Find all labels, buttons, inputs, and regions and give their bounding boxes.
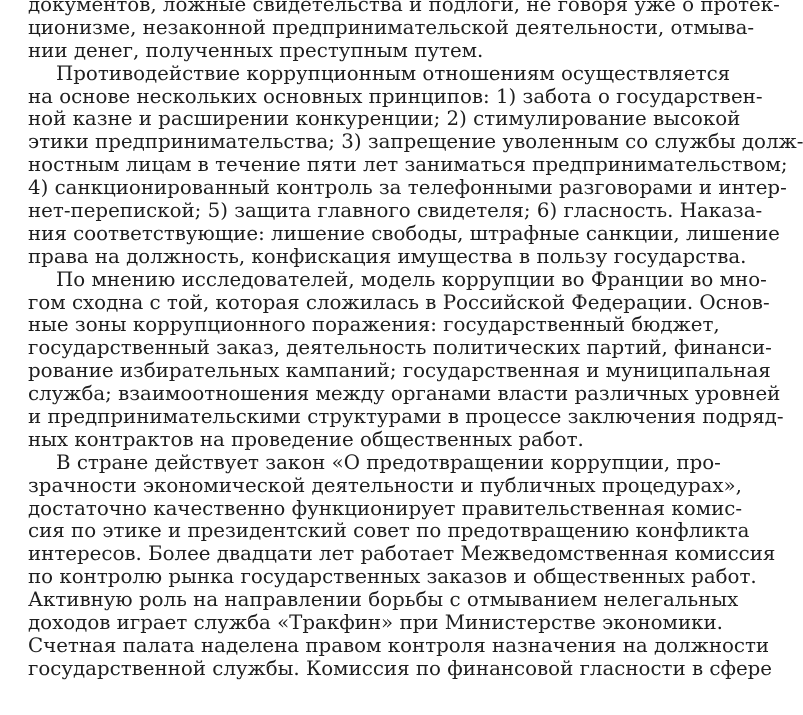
text-line: документов, ложные свидетельства и подлоги, не говоря уже о протек- [28, 0, 780, 16]
paragraph-3 [28, 267, 784, 452]
text-line: и предпринимательскими структурами в процессе заключения подряд- [28, 405, 784, 429]
text-line: доходов играет служба «Тракфин» при Министерстве экономики. [28, 611, 723, 635]
text-line: рование избирательных кампаний; государственная и муниципальная [28, 359, 771, 383]
text-line: достаточно качественно функционирует правительственная комис- [28, 496, 743, 520]
text-line: По мнению исследователей, модель коррупции во Франции во мно- [56, 267, 767, 291]
text-line: Активную роль на направлении борьбы с отмыванием нелегальных [28, 588, 739, 612]
paragraph-1 [28, 0, 780, 63]
text-line: ционизме, незаконной предпринимательской деятельности, отмыва- [28, 15, 755, 39]
text-line: зрачности экономической деятельности и публичных процедурах», [28, 473, 742, 497]
text-line: ной казне и расширении конкуренции; 2) стимулирование высокой [28, 107, 741, 131]
text-line: гом сходна с той, которая сложилась в Российской Федерации. Основ- [28, 290, 770, 314]
paragraph-2 [28, 61, 803, 269]
text-line: этики предпринимательства; 3) запрещение уволенным со службы долж- [28, 130, 803, 154]
text-line: нии денег, полученных преступным путем. [28, 38, 484, 62]
text-line: сия по этике и президентский совет по предотвращению конфликта [28, 519, 750, 543]
text-line: по контролю рынка государственных заказов и общественных работ. [28, 565, 757, 589]
text-line: ные зоны коррупционного поражения: государственный бюджет, [28, 313, 720, 337]
text-line: В стране действует закон «О предотвращении коррупции, про- [56, 450, 721, 474]
text-line: государственный заказ, деятельность политических партий, финанси- [28, 336, 772, 360]
text-line: 4) санкционированный контроль за телефонными разговорами и интер- [28, 176, 787, 200]
text-line: Счетная палата наделена правом контроля назначения на должности [28, 633, 770, 657]
text-line: нет-перепиской; 5) защита главного свидетеля; 6) гласность. Наказа- [28, 199, 763, 223]
paragraph-4 [28, 450, 776, 681]
text-line: ностным лицам в течение пяти лет заниматься предпринимательством; [28, 153, 788, 177]
text-line: ния соответствующие: лишение свободы, штрафные санкции, лишение [28, 221, 780, 245]
text-line: ных контрактов на проведение общественных работ. [28, 427, 584, 451]
text-line: государственной службы. Комиссия по финансовой гласности в сфере [28, 656, 773, 680]
text-line: служба; взаимоотношения между органами власти различных уровней [28, 382, 781, 406]
text-line: Противодействие коррупционным отношениям осуществляется [56, 61, 731, 85]
text-line: интересов. Более двадцати лет работает Межведомственная комиссия [28, 542, 776, 566]
text-line: на основе нескольких основных принципов: 1) забота о государствен- [28, 84, 763, 108]
text-line: права на должность, конфискация имущества в пользу государства. [28, 244, 747, 268]
